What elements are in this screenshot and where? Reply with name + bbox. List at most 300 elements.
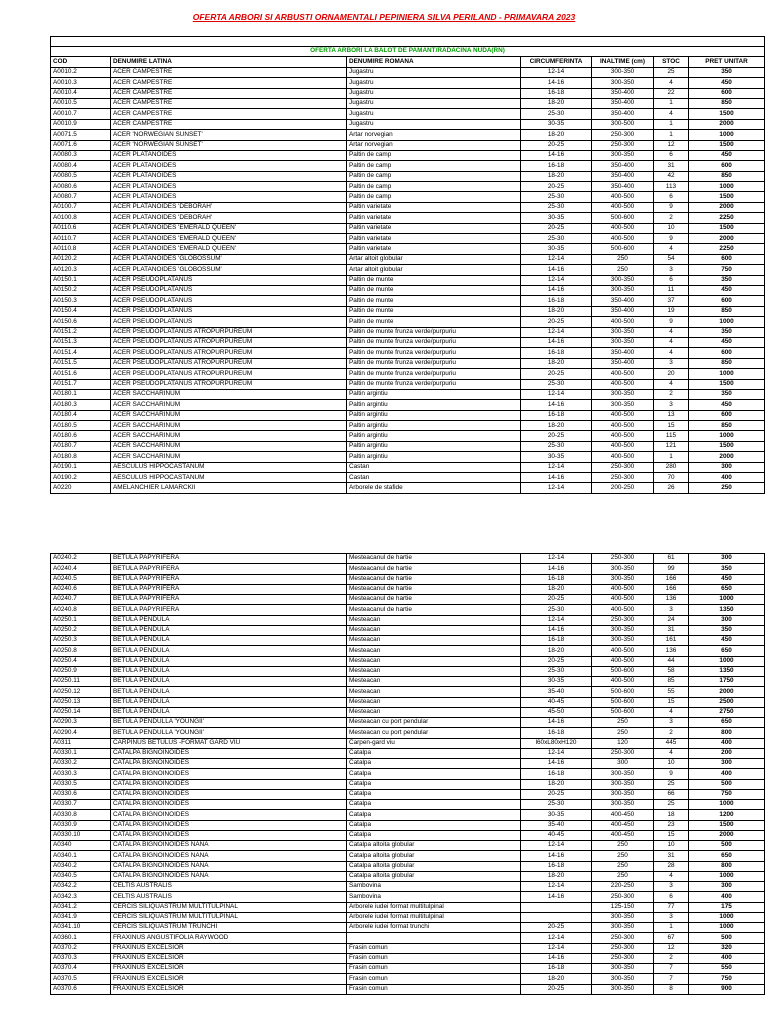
cell-cod: A0250.1	[51, 615, 111, 625]
cell-romanian-name: Catalpa	[347, 769, 521, 779]
cell-price: 350	[689, 389, 765, 399]
cell-circumference: 20-25	[521, 595, 592, 605]
cell-cod: A0370.5	[51, 974, 111, 984]
cell-stock: 445	[654, 738, 689, 748]
cell-romanian-name: Paltin argintiu	[347, 389, 521, 399]
cell-cod: A0010.9	[51, 119, 111, 129]
cell-stock: 12	[654, 943, 689, 953]
cell-latin-name: ACER PSEUDOPLATANUS ATROPURPUREUM	[111, 369, 347, 379]
cell-height: 400-500	[592, 584, 654, 594]
cell-cod: A0330.7	[51, 800, 111, 810]
cell-price: 750	[689, 265, 765, 275]
cell-latin-name: ACER 'NORWEGIAN SUNSET'	[111, 130, 347, 140]
cell-latin-name: ACER SACCHARINUM	[111, 421, 347, 431]
cell-romanian-name: Catalpa altoita globular	[347, 861, 521, 871]
cell-stock: 1	[654, 452, 689, 462]
cell-stock: 55	[654, 687, 689, 697]
table-row	[51, 369, 765, 379]
cell-latin-name: BETULA PENDULLA 'YOUNGII'	[111, 728, 347, 738]
cell-latin-name: BETULA PAPYRIFERA	[111, 564, 347, 574]
cell-height: 120	[592, 738, 654, 748]
cell-price: 1000	[689, 800, 765, 810]
cell-stock: 1	[654, 130, 689, 140]
cell-stock: 3	[654, 912, 689, 922]
cell-latin-name: ACER PSEUDOPLATANUS	[111, 296, 347, 306]
table-row	[51, 871, 765, 881]
cell-height: 250	[592, 728, 654, 738]
cell-romanian-name: Mesteacan	[347, 615, 521, 625]
cell-circumference: 25-30	[521, 379, 592, 389]
cell-latin-name: BETULA PENDULA	[111, 697, 347, 707]
cell-romanian-name: Jugastru	[347, 88, 521, 98]
cell-latin-name: BETULA PAPYRIFERA	[111, 574, 347, 584]
cell-height: 500-600	[592, 213, 654, 223]
cell-circumference: 25-30	[521, 800, 592, 810]
cell-latin-name: BETULA PENDULA	[111, 666, 347, 676]
table-row	[51, 275, 765, 285]
cell-cod: A0360.1	[51, 933, 111, 943]
table-row	[51, 677, 765, 687]
cell-price: 850	[689, 171, 765, 181]
cell-height: 125-150	[592, 902, 654, 912]
cell-cod: A0151.5	[51, 358, 111, 368]
cell-cod: A0240.4	[51, 564, 111, 574]
cell-latin-name: FRAXINUS EXCELSIOR	[111, 964, 347, 974]
cell-height: 400-500	[592, 452, 654, 462]
cell-height: 250-300	[592, 748, 654, 758]
cell-height: 400-500	[592, 317, 654, 327]
cell-stock: 20	[654, 369, 689, 379]
cell-price: 500	[689, 933, 765, 943]
cell-latin-name: ACER SACCHARINUM	[111, 410, 347, 420]
cell-height: 250-300	[592, 953, 654, 963]
cell-price: 200	[689, 748, 765, 758]
cell-cod: A0330.10	[51, 830, 111, 840]
cell-height: 250	[592, 861, 654, 871]
table-row	[51, 964, 765, 974]
table-row	[51, 223, 765, 233]
table-row	[51, 296, 765, 306]
cell-cod: A0010.4	[51, 88, 111, 98]
cell-stock: 3	[654, 882, 689, 892]
cell-circumference: 16-18	[521, 728, 592, 738]
cell-height: 250	[592, 841, 654, 851]
cell-cod: A0250.12	[51, 687, 111, 697]
table-row	[51, 636, 765, 646]
cell-romanian-name: Jugastru	[347, 98, 521, 108]
table-row	[51, 192, 765, 202]
cell-stock: 4	[654, 109, 689, 119]
cell-romanian-name: Paltin de munte	[347, 306, 521, 316]
table-row	[51, 738, 765, 748]
cell-height: 300-350	[592, 400, 654, 410]
cell-price: 300	[689, 554, 765, 564]
header-latina: DENUMIRE LATINA	[111, 57, 347, 67]
cell-cod: A0341.10	[51, 923, 111, 933]
table-row	[51, 718, 765, 728]
cell-height: 300-350	[592, 912, 654, 922]
cell-cod: A0180.5	[51, 421, 111, 431]
cell-stock: 31	[654, 625, 689, 635]
cell-stock: 4	[654, 337, 689, 347]
cell-romanian-name: Sambovina	[347, 882, 521, 892]
cell-price: 350	[689, 625, 765, 635]
header-romana: DENUMIRE ROMANA	[347, 57, 521, 67]
cell-latin-name: ACER PLATANOIDES	[111, 150, 347, 160]
cell-romanian-name: Frasin comun	[347, 953, 521, 963]
cell-stock: 25	[654, 67, 689, 77]
cell-circumference: 16-18	[521, 636, 592, 646]
cell-romanian-name: Frasin comun	[347, 974, 521, 984]
cell-circumference: 35-40	[521, 687, 592, 697]
cell-latin-name: ACER SACCHARINUM	[111, 431, 347, 441]
cell-romanian-name: Paltin de munte frunza verde/purpuriu	[347, 358, 521, 368]
cell-circumference: 14-16	[521, 564, 592, 574]
cell-height: 300-350	[592, 337, 654, 347]
cell-price: 500	[689, 841, 765, 851]
table-row	[51, 317, 765, 327]
cell-stock: 19	[654, 306, 689, 316]
cell-circumference: 12-14	[521, 882, 592, 892]
header-inaltime: INALTIME (cm)	[592, 57, 654, 67]
cell-circumference: 14-16	[521, 953, 592, 963]
cell-latin-name: CATALPA BIGNOINOIDES	[111, 779, 347, 789]
cell-romanian-name: Paltin de munte frunza verde/purpuriu	[347, 337, 521, 347]
cell-circumference: 18-20	[521, 974, 592, 984]
cell-cod: A0150.6	[51, 317, 111, 327]
table-row	[51, 337, 765, 347]
cell-circumference: 30-35	[521, 452, 592, 462]
cell-romanian-name: Paltin varietate	[347, 213, 521, 223]
table-row	[51, 851, 765, 861]
cell-stock: 1	[654, 923, 689, 933]
cell-height: 300-350	[592, 974, 654, 984]
cell-circumference: 30-35	[521, 810, 592, 820]
cell-price: 175	[689, 902, 765, 912]
cell-romanian-name: Catalpa altoita globular	[347, 841, 521, 851]
cell-price: 2000	[689, 234, 765, 244]
cell-cod: A0240.6	[51, 584, 111, 594]
cell-circumference: 25-30	[521, 192, 592, 202]
cell-height: 300-350	[592, 636, 654, 646]
cell-cod: A0010.5	[51, 98, 111, 108]
table-row	[51, 892, 765, 902]
cell-circumference: 14-16	[521, 337, 592, 347]
cell-height: 400-500	[592, 410, 654, 420]
cell-romanian-name: Carpen-gard viu	[347, 738, 521, 748]
cell-circumference: 16-18	[521, 769, 592, 779]
cell-price: 450	[689, 574, 765, 584]
cell-circumference: 16-18	[521, 410, 592, 420]
cell-cod: A0180.8	[51, 452, 111, 462]
table-row	[51, 841, 765, 851]
cell-price: 550	[689, 964, 765, 974]
cell-height: 350-400	[592, 98, 654, 108]
cell-latin-name: BETULA PAPYRIFERA	[111, 605, 347, 615]
cell-stock: 3	[654, 265, 689, 275]
table-row	[51, 769, 765, 779]
cell-latin-name: AESCULUS HIPPOCASTANUM	[111, 462, 347, 472]
table-row	[51, 441, 765, 451]
cell-stock: 7	[654, 974, 689, 984]
cell-stock: 10	[654, 841, 689, 851]
cell-romanian-name: Mesteacanul de hartie	[347, 564, 521, 574]
cell-cod: A0080.4	[51, 161, 111, 171]
cell-cod: A0151.4	[51, 348, 111, 358]
cell-latin-name: ACER PSEUDOPLATANUS ATROPURPUREUM	[111, 379, 347, 389]
cell-cod: A0180.4	[51, 410, 111, 420]
cell-price: 800	[689, 861, 765, 871]
cell-height: 300-350	[592, 625, 654, 635]
cell-price: 350	[689, 564, 765, 574]
cell-price: 850	[689, 421, 765, 431]
cell-stock: 15	[654, 697, 689, 707]
cell-latin-name: ACER CAMPESTRE	[111, 78, 347, 88]
cell-height: 400-500	[592, 646, 654, 656]
table-row	[51, 306, 765, 316]
table-row	[51, 119, 765, 129]
cell-price: 450	[689, 337, 765, 347]
table-row	[51, 348, 765, 358]
cell-circumference: 18-20	[521, 779, 592, 789]
cell-circumference: 40-45	[521, 697, 592, 707]
cell-price: 320	[689, 943, 765, 953]
cell-cod: A0342.3	[51, 892, 111, 902]
cell-height: 250	[592, 871, 654, 881]
cell-price: 1000	[689, 130, 765, 140]
cell-circumference: 30-35	[521, 213, 592, 223]
cell-height: 400-450	[592, 810, 654, 820]
cell-circumference: 14-16	[521, 285, 592, 295]
cell-latin-name: CATALPA BIGNOINOIDES NANA	[111, 851, 347, 861]
cell-stock: 2	[654, 728, 689, 738]
cell-latin-name: CERCIS SILIQUASTRUM MULTITULPINAL	[111, 902, 347, 912]
cell-romanian-name: Frasin comun	[347, 964, 521, 974]
cell-circumference: 18-20	[521, 646, 592, 656]
cell-stock: 9	[654, 234, 689, 244]
cell-latin-name: ACER PLATANOIDES	[111, 182, 347, 192]
cell-romanian-name: Catalpa altoita globular	[347, 871, 521, 881]
table-row	[51, 902, 765, 912]
cell-circumference: 14-16	[521, 625, 592, 635]
cell-cod: A0240.2	[51, 554, 111, 564]
cell-price: 650	[689, 584, 765, 594]
cell-latin-name: CATALPA BIGNOINOIDES NANA	[111, 871, 347, 881]
cell-romanian-name: Paltin de camp	[347, 171, 521, 181]
cell-latin-name: ACER PLATANOIDES 'GLOBOSSUM'	[111, 254, 347, 264]
table-row	[51, 161, 765, 171]
cell-circumference: 14-16	[521, 400, 592, 410]
table-row	[51, 554, 765, 564]
cell-price: 1000	[689, 595, 765, 605]
table-row	[51, 213, 765, 223]
cell-latin-name: CATALPA BIGNOINOIDES	[111, 759, 347, 769]
cell-cod: A0010.3	[51, 78, 111, 88]
cell-latin-name: ACER PLATANOIDES 'EMERALD QUEEN'	[111, 223, 347, 233]
cell-romanian-name: Catalpa	[347, 810, 521, 820]
table-row	[51, 933, 765, 943]
header-cod: COD	[51, 57, 111, 67]
cell-latin-name: ACER SACCHARINUM	[111, 400, 347, 410]
cell-stock: 3	[654, 358, 689, 368]
cell-price: 900	[689, 984, 765, 994]
cell-price: 2250	[689, 244, 765, 254]
table-row	[51, 564, 765, 574]
cell-height: 500-600	[592, 697, 654, 707]
cell-price: 300	[689, 882, 765, 892]
cell-circumference	[521, 912, 592, 922]
cell-stock: 4	[654, 244, 689, 254]
cell-price: 600	[689, 296, 765, 306]
cell-stock: 13	[654, 410, 689, 420]
cell-height: 500-600	[592, 666, 654, 676]
cell-height: 250-300	[592, 933, 654, 943]
cell-romanian-name: Catalpa	[347, 748, 521, 758]
table-row	[51, 171, 765, 181]
cell-romanian-name: Mesteacan	[347, 697, 521, 707]
cell-price: 600	[689, 410, 765, 420]
cell-price: 2750	[689, 707, 765, 717]
table-row	[51, 254, 765, 264]
cell-height: 300-500	[592, 119, 654, 129]
cell-cod: A0370.2	[51, 943, 111, 953]
cell-romanian-name: Mesteacan	[347, 707, 521, 717]
cell-stock: 3	[654, 718, 689, 728]
cell-height: 400-450	[592, 830, 654, 840]
cell-romanian-name: Arborele de stafide	[347, 483, 521, 493]
cell-price: 300	[689, 462, 765, 472]
cell-stock: 70	[654, 473, 689, 483]
cell-circumference: 25-30	[521, 666, 592, 676]
cell-stock: 44	[654, 656, 689, 666]
cell-latin-name: ACER SACCHARINUM	[111, 389, 347, 399]
cell-latin-name: ACER PLATANOIDES 'DEBORAH'	[111, 213, 347, 223]
cell-latin-name: ACER PLATANOIDES	[111, 161, 347, 171]
cell-price: 1000	[689, 923, 765, 933]
cell-cod: A0010.7	[51, 109, 111, 119]
cell-latin-name: BETULA PAPYRIFERA	[111, 595, 347, 605]
cell-price: 1350	[689, 666, 765, 676]
cell-latin-name: ACER PLATANOIDES	[111, 171, 347, 181]
cell-romanian-name: Paltin de camp	[347, 192, 521, 202]
cell-circumference: 25-30	[521, 109, 592, 119]
cell-latin-name: ACER PSEUDOPLATANUS	[111, 275, 347, 285]
cell-cod: A0010.2	[51, 67, 111, 77]
cell-height: 400-500	[592, 369, 654, 379]
cell-cod: A0340.2	[51, 861, 111, 871]
cell-stock: 1	[654, 119, 689, 129]
cell-cod: A0330.9	[51, 820, 111, 830]
cell-latin-name: CERCIS SILIQUASTRUM MULTITULPINAL	[111, 912, 347, 922]
cell-circumference: 20-25	[521, 317, 592, 327]
cell-stock: 4	[654, 379, 689, 389]
cell-height: 250-300	[592, 140, 654, 150]
cell-romanian-name: Paltin varietate	[347, 202, 521, 212]
cell-cod: A0311	[51, 738, 111, 748]
cell-latin-name: ACER PSEUDOPLATANUS ATROPURPUREUM	[111, 348, 347, 358]
cell-romanian-name: Jugastru	[347, 109, 521, 119]
cell-circumference: 12-14	[521, 615, 592, 625]
cell-height: 250-300	[592, 615, 654, 625]
cell-romanian-name: Paltin de camp	[347, 150, 521, 160]
cell-stock: 12	[654, 140, 689, 150]
cell-circumference	[521, 902, 592, 912]
cell-price: 250	[689, 483, 765, 493]
cell-cod: A0180.7	[51, 441, 111, 451]
cell-stock: 4	[654, 348, 689, 358]
cell-cod: A0330.3	[51, 769, 111, 779]
cell-circumference: 14-16	[521, 892, 592, 902]
cell-stock: 9	[654, 769, 689, 779]
table-row	[51, 285, 765, 295]
table-row	[51, 748, 765, 758]
cell-romanian-name: Artar norvegian	[347, 130, 521, 140]
table-row	[51, 150, 765, 160]
cell-circumference: 20-25	[521, 984, 592, 994]
cell-stock: 166	[654, 574, 689, 584]
cell-romanian-name: Mesteacan	[347, 636, 521, 646]
cell-latin-name: BETULA PENDULA	[111, 656, 347, 666]
cell-circumference: 30-35	[521, 244, 592, 254]
cell-stock: 8	[654, 984, 689, 994]
cell-romanian-name: Paltin argintiu	[347, 452, 521, 462]
cell-circumference: 25-30	[521, 202, 592, 212]
cell-romanian-name: Paltin argintiu	[347, 441, 521, 451]
table-row	[51, 98, 765, 108]
cell-height: 400-500	[592, 202, 654, 212]
cell-price: 650	[689, 646, 765, 656]
cell-latin-name: BETULA PENDULA	[111, 615, 347, 625]
cell-price: 400	[689, 473, 765, 483]
cell-circumference: 18-20	[521, 358, 592, 368]
cell-cod: A0110.6	[51, 223, 111, 233]
cell-stock: 136	[654, 595, 689, 605]
cell-circumference: 16-18	[521, 964, 592, 974]
cell-circumference: 16-18	[521, 348, 592, 358]
cell-latin-name: CATALPA BIGNOINOIDES	[111, 769, 347, 779]
cell-stock: 2	[654, 213, 689, 223]
document-title: OFERTA ARBORI SI ARBUSTI ORNAMENTALI PEPINIERA SILVA PERILAND - PRIMAVARA 2023	[192, 12, 576, 22]
cell-romanian-name: Mesteacan cu port pendular	[347, 728, 521, 738]
cell-romanian-name: Paltin de munte frunza verde/purpuriu	[347, 348, 521, 358]
table-row	[51, 646, 765, 656]
cell-cod: A0151.6	[51, 369, 111, 379]
table-row	[51, 400, 765, 410]
cell-latin-name: ACER CAMPESTRE	[111, 67, 347, 77]
cell-stock: 18	[654, 810, 689, 820]
cell-latin-name: ACER CAMPESTRE	[111, 119, 347, 129]
table-row	[51, 882, 765, 892]
cell-latin-name: BETULA PENDULA	[111, 646, 347, 656]
cell-price: 600	[689, 161, 765, 171]
table-row	[51, 728, 765, 738]
cell-romanian-name: Mesteacan	[347, 625, 521, 635]
cell-price: 750	[689, 974, 765, 984]
cell-height: 350-400	[592, 161, 654, 171]
cell-circumference: 12-14	[521, 748, 592, 758]
cell-height: 300-350	[592, 789, 654, 799]
cell-stock: 15	[654, 421, 689, 431]
cell-price: 300	[689, 615, 765, 625]
table-row	[51, 130, 765, 140]
cell-cod: A0370.3	[51, 953, 111, 963]
table-row	[51, 483, 765, 493]
cell-cod: A0180.3	[51, 400, 111, 410]
cell-cod: A0330.2	[51, 759, 111, 769]
cell-stock: 11	[654, 285, 689, 295]
table-row	[51, 182, 765, 192]
cell-height: 500-600	[592, 687, 654, 697]
